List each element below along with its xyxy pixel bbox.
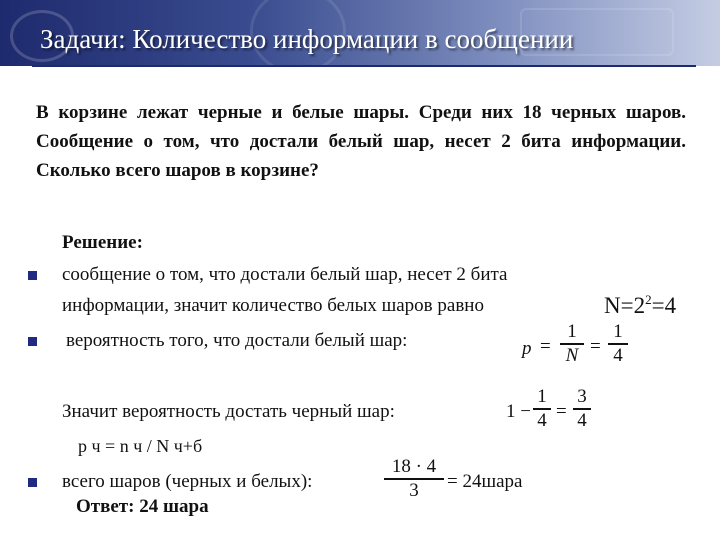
formula-p-eq: = <box>540 336 551 357</box>
fraction-1-over-4: 1 4 <box>608 321 628 367</box>
bullet-marker <box>28 478 37 487</box>
slide-title: Задачи: Количество информации в сообщении <box>40 24 574 54</box>
bullet2-text: вероятность того, что достали белый шар: <box>66 330 408 351</box>
bullet-marker <box>28 337 37 346</box>
fraction-1-over-n: 1 N <box>560 321 584 367</box>
fraction-3-over-4: 3 4 <box>573 386 591 432</box>
solution-heading: Решение: <box>62 232 143 253</box>
slide-header <box>0 0 720 66</box>
formula-black-prefix: 1 − <box>506 401 531 422</box>
formula-p-eq2: = <box>590 336 601 357</box>
title-underline <box>32 65 696 67</box>
formula-n: $N=2^2=4$ <box>604 292 677 318</box>
pch-formula: p ч = n ч / N ч+б <box>78 436 203 456</box>
formula-black-eq: = <box>556 401 567 422</box>
formula-total-result: = 24шара <box>447 471 523 492</box>
formula-p-var: p <box>522 338 532 359</box>
task-statement: В корзине лежат черные и белые шары. Среди них 18 черных шаров. Сообщение о том, что достали белый шар, несет 2 бита информации. Сколько всего шаров в корзине? <box>36 102 686 181</box>
bullet1-line1: сообщение о том, что достали белый шар, несет 2 бита <box>62 264 508 285</box>
fraction-total: 18 · 4 3 <box>384 456 444 502</box>
bullet3-text: всего шаров (черных и белых): <box>62 471 313 492</box>
fraction-1-over-4: 1 4 <box>533 386 551 432</box>
black-prob-text: Значит вероятность достать черный шар: <box>62 401 395 422</box>
bullet-marker <box>28 271 37 280</box>
bullet1-line2: информации, значит количество белых шаров равно <box>62 295 484 316</box>
answer: Ответ: 24 шара <box>76 496 209 517</box>
